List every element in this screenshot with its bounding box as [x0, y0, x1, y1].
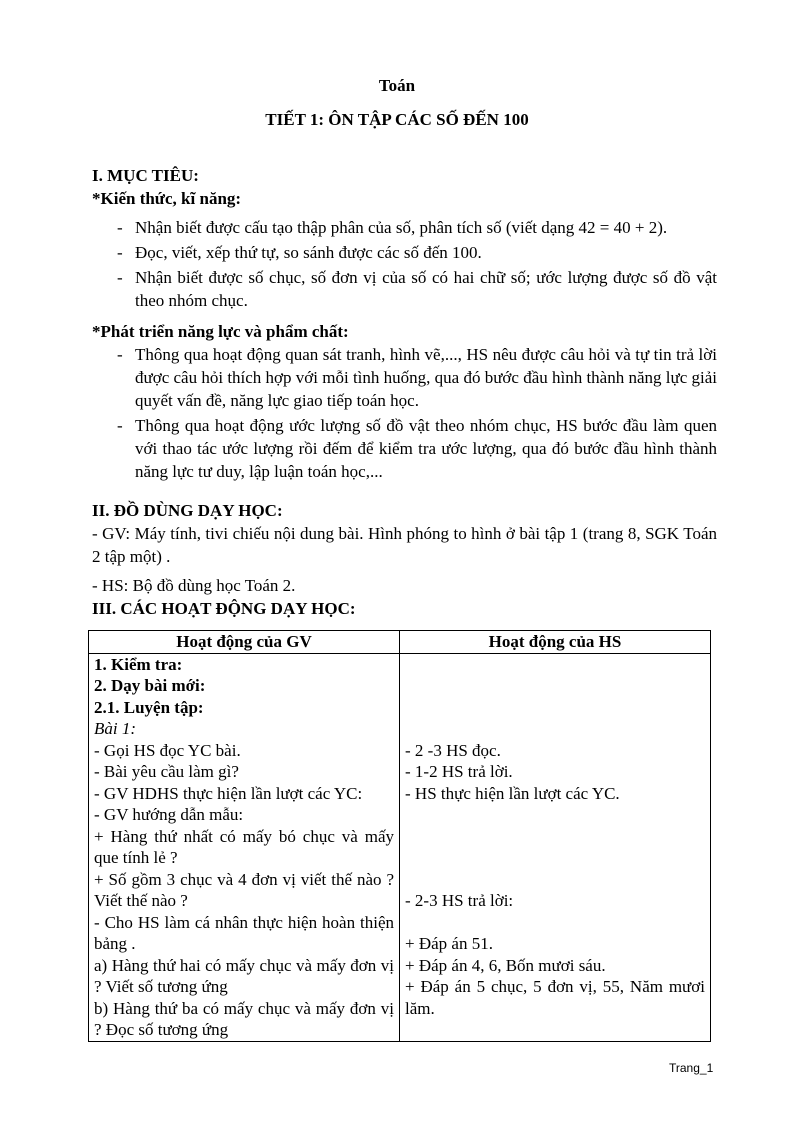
hs-line: - HS thực hiện lần lượt các YC. [405, 783, 620, 803]
gv-line: 2. Dạy bài mới: [94, 676, 206, 695]
gv-line: + Số gồm 3 chục và 4 đơn vị viết thế nào ? Viết thế nào ? [94, 869, 394, 910]
hs-line: - 1-2 HS trả lời. [405, 762, 513, 781]
materials-gv: - GV: Máy tính, tivi chiếu nội dung bài. Hình phóng to hình ở bài tập 1 (trang 8, SGK Toán 2 tập một) . [92, 524, 717, 566]
gv-line: + Hàng thứ nhất có mấy bó chục và mấy que tính lẻ ? [94, 826, 394, 867]
gv-line: - Cho HS làm cá nhân thực hiện hoàn thiện bảng . [94, 912, 394, 953]
materials-hs: - HS: Bộ đồ dùng học Toán 2. [92, 576, 296, 595]
gv-line: - Bài yêu cầu làm gì? [94, 762, 239, 781]
section-activities-heading: III. CÁC HOẠT ĐỘNG DẠY HỌC: [92, 599, 356, 618]
gv-line: 1. Kiểm tra: [94, 654, 183, 674]
hs-line: + Đáp án 5 chục, 5 đơn vị, 55, Năm mươi lăm. [405, 977, 705, 1018]
hs-activities-cell [400, 653, 711, 1041]
hs-line: - 2-3 HS trả lời: [405, 891, 514, 910]
lesson-title: TIẾT 1: ÔN TẬP CÁC SỐ ĐẾN 100 [265, 110, 529, 129]
gv-line: 2.1. Luyện tập: [94, 697, 204, 717]
gv-activities-cell [89, 653, 400, 1041]
list-item: - Nhận biết được cấu tạo thập phân của số, phân tích số (viết dạng 42 = 40 + 2). [117, 216, 717, 239]
list-item: - Thông qua hoạt động ước lượng số đồ vật theo nhóm chục, HS bước đầu làm quen với thao tác ước lượng rồi đếm để kiểm tra ước lượng, qua đó bước đầu hình thành năng lực tư duy, lập luận toán học,... [117, 414, 717, 483]
document-body [92, 164, 717, 620]
section-materials-heading: II. ĐỒ DÙNG DẠY HỌC: [92, 501, 283, 520]
competency-heading: *Phát triển năng lực và phẩm chất: [92, 322, 349, 341]
gv-line: Bài 1: [94, 719, 137, 738]
hs-line: - 2 -3 HS đọc. [405, 740, 501, 760]
hs-line: + Đáp án 4, 6, Bốn mươi sáu. [405, 955, 606, 975]
table-row [89, 653, 711, 1041]
section-objectives-heading: I. MỤC TIÊU: [92, 166, 199, 185]
gv-line: - GV hướng dẫn mẫu: [94, 805, 244, 824]
column-header-gv: Hoạt động của GV [89, 631, 400, 654]
page-number: Trang_1 [669, 1061, 714, 1075]
activities-table [88, 630, 711, 1042]
gv-line: - GV HDHS thực hiện lần lượt các YC: [94, 783, 363, 803]
subject-heading: Toán [378, 76, 416, 95]
gv-line: b) Hàng thứ ba có mấy chục và mấy đơn vị ? Đọc số tương ứng [94, 998, 394, 1039]
knowledge-heading: *Kiến thức, kĩ năng: [92, 189, 242, 208]
competency-list [92, 343, 717, 483]
column-header-hs: Hoạt động của HS [400, 631, 711, 654]
hs-line: + Đáp án 51. [405, 934, 493, 953]
knowledge-list [92, 216, 717, 312]
list-item: - Đọc, viết, xếp thứ tự, so sánh được các số đến 100. [117, 241, 717, 264]
gv-line: - Gọi HS đọc YC bài. [94, 740, 241, 760]
table-header-row [89, 631, 711, 654]
list-item: - Thông qua hoạt động quan sát tranh, hình vẽ,..., HS nêu được câu hỏi và tự tin trả lời được câu hỏi thích hợp với mỗi tình huống, qua đó bước đầu hình thành năng lực giải quyết vấn đề, năng lực giao tiếp toán học. [117, 343, 717, 412]
gv-line: a) Hàng thứ hai có mấy chục và mấy đơn vị ? Viết số tương ứng [94, 955, 394, 996]
list-item: - Nhận biết được số chục, số đơn vị của số có hai chữ số; ước lượng được số đồ vật theo nhóm chục. [117, 266, 717, 312]
